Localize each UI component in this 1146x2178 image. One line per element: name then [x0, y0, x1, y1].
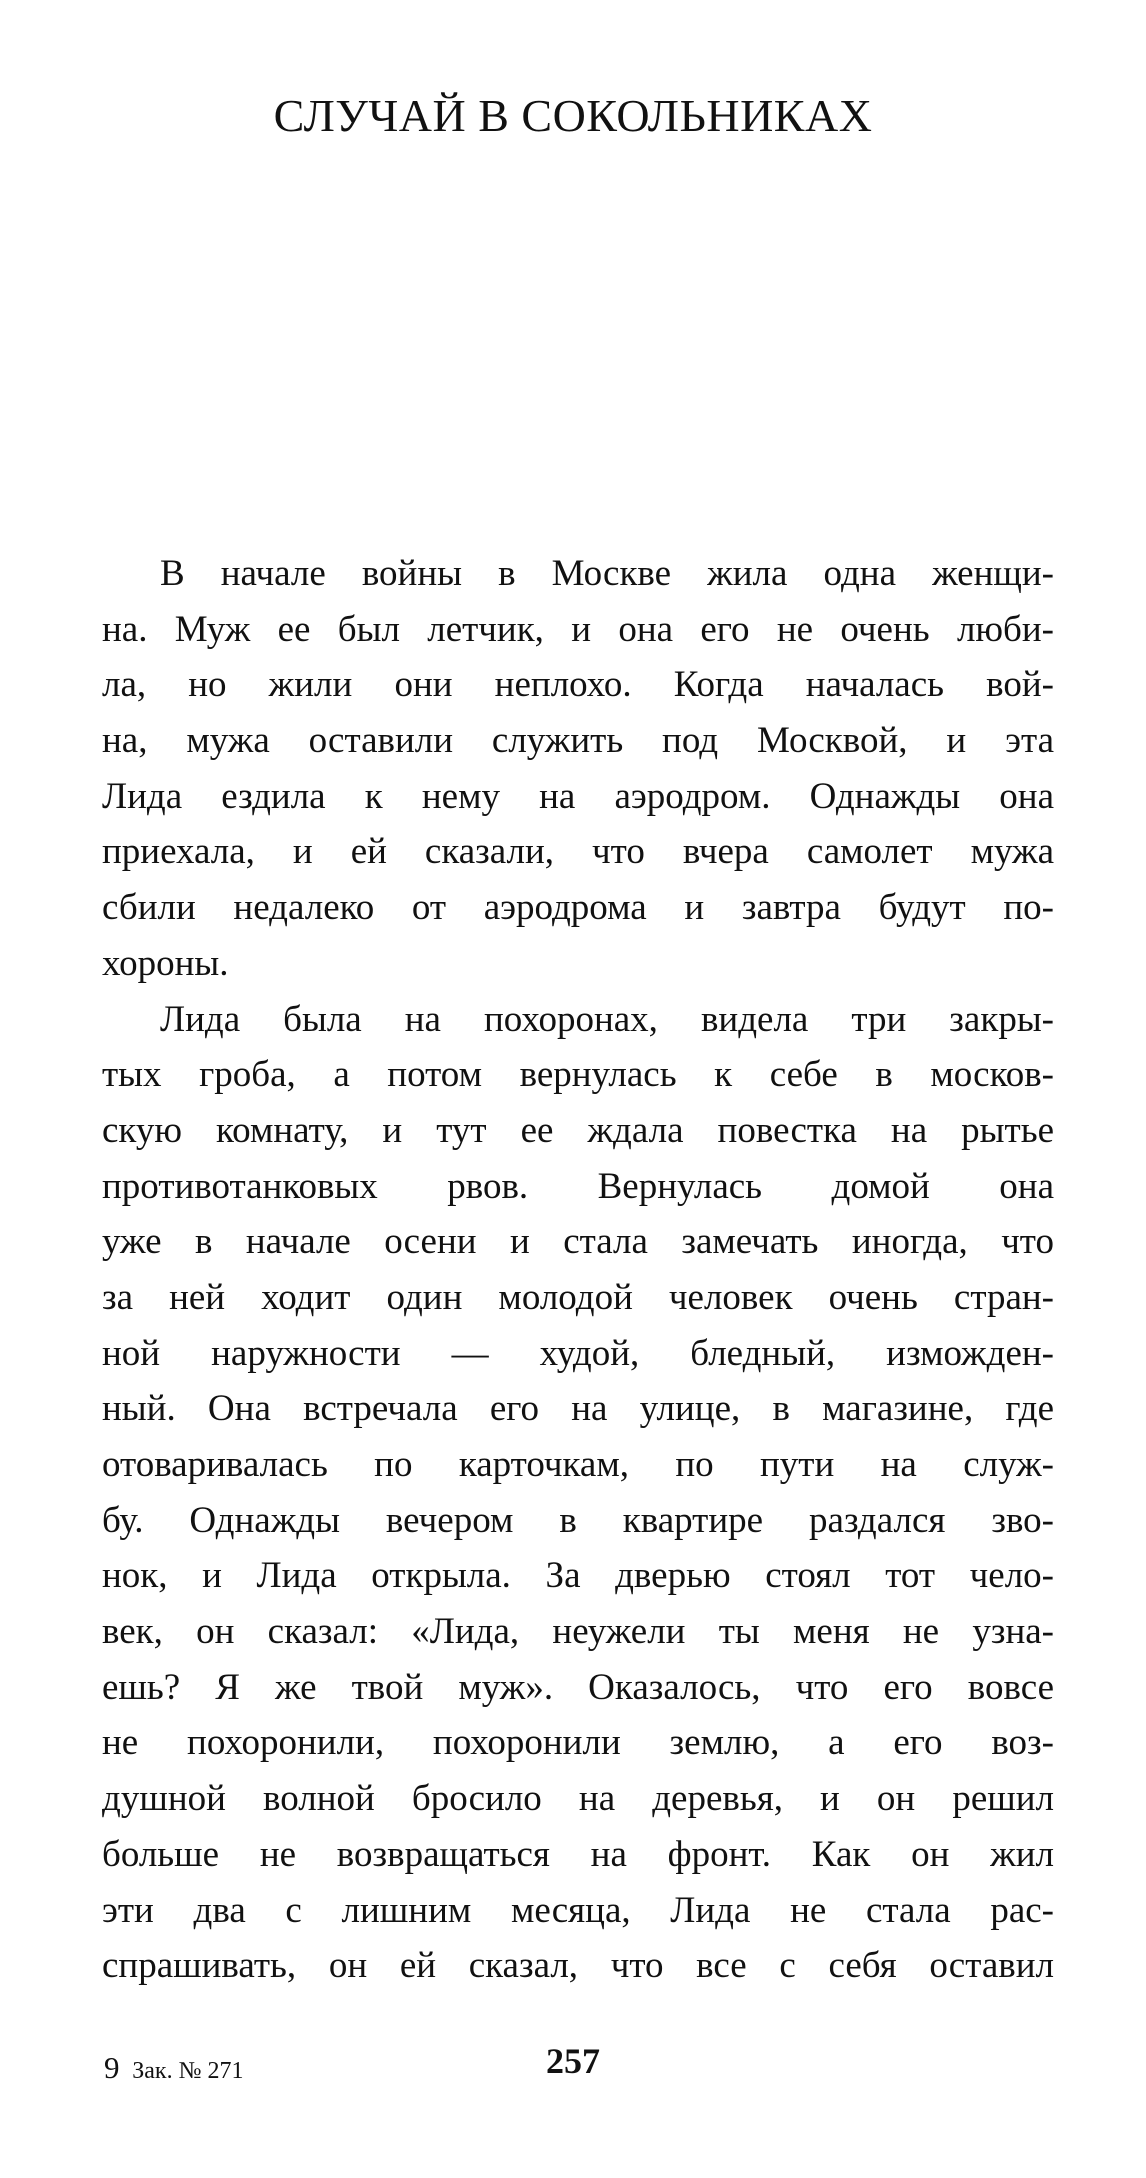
text-line: тых гроба, а потом вернулась к себе в москов- — [102, 1054, 1054, 1096]
text-line: на. Муж ее был летчик, и она его не очень люби- — [102, 608, 1054, 650]
text-line: нок, и Лида открыла. За дверью стоял тот чело- — [102, 1555, 1054, 1597]
text-line: приехала, и ей сказали, что вчера самолет мужа — [102, 831, 1054, 873]
text-line: противотанковых рвов. Вернулась домой она — [102, 1165, 1054, 1207]
text-line: не похоронили, похоронили землю, а его воз- — [102, 1722, 1054, 1764]
page-number: 257 — [546, 2041, 600, 2081]
text-line: за ней ходит один молодой человек очень стран- — [102, 1276, 1054, 1318]
text-line: ла, но жили они неплохо. Когда началась вой- — [102, 664, 1054, 706]
text-line: ной наружности — худой, бледный, изможден- — [102, 1332, 1054, 1374]
text-line: бу. Однажды вечером в квартире раздался зво- — [102, 1499, 1054, 1541]
text-line: на, мужа оставили служить под Москвой, и эта — [102, 720, 1054, 762]
text-line: душной волной бросило на деревья, и он решил — [102, 1778, 1054, 1820]
text-line: В начале войны в Москве жила одна женщи- — [160, 553, 1054, 594]
page-footer — [0, 2040, 1146, 2090]
text-line: эти два с лишним месяца, Лида не стала рас- — [102, 1889, 1054, 1931]
text-line: уже в начале осени и стала замечать иногда, что — [102, 1221, 1054, 1263]
text-line: Лида ездила к нему на аэродром. Однажды она — [102, 775, 1054, 817]
signature-number: 9 — [104, 2050, 120, 2085]
text-line: хороны. — [102, 942, 229, 984]
text-line: отоваривалась по карточкам, по пути на служ- — [102, 1444, 1054, 1485]
text-line: больше не возвращаться на фронт. Как он жил — [102, 1833, 1054, 1875]
text-line: ный. Она встречала его на улице, в магазине, где — [102, 1388, 1054, 1430]
text-line: век, он сказал: «Лида, неужели ты меня не узна- — [102, 1611, 1054, 1653]
body-text — [102, 546, 1054, 1994]
text-line: ешь? Я же твой муж». Оказалось, что его вовсе — [102, 1666, 1054, 1708]
page-title: СЛУЧАЙ В СОКОЛЬНИКАХ — [273, 90, 873, 141]
order-number: Зак. № 271 — [132, 2058, 244, 2084]
text-line: сбили недалеко от аэродрома и завтра будут по- — [102, 887, 1054, 929]
text-line: спрашивать, он ей сказал, что все с себя оставил — [102, 1945, 1054, 1987]
text-line: скую комнату, и тут ее ждала повестка на рытье — [102, 1109, 1054, 1151]
text-line: Лида была на похоронах, видела три закры- — [160, 998, 1054, 1040]
